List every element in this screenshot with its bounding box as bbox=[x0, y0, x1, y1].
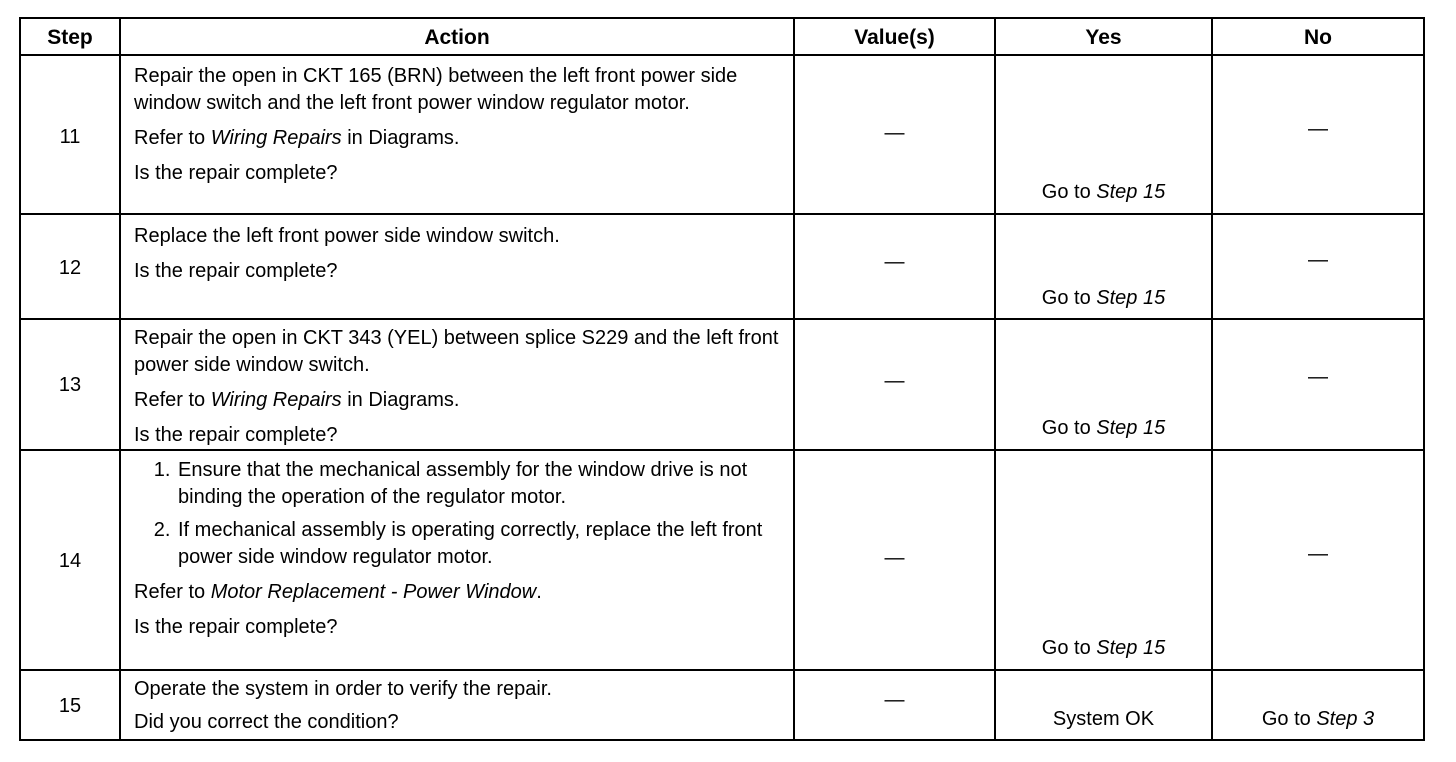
no-dash: — bbox=[1308, 543, 1328, 565]
yes-result: System OK bbox=[1052, 708, 1155, 730]
no-cell bbox=[1213, 320, 1423, 449]
table-row bbox=[21, 671, 1423, 739]
header-no: No bbox=[1304, 26, 1332, 49]
action-list bbox=[121, 457, 785, 571]
action-cell bbox=[121, 215, 795, 318]
header-step: Step bbox=[21, 19, 121, 54]
step-cell bbox=[21, 320, 121, 449]
no-cell bbox=[1213, 215, 1423, 318]
step-number: 13 bbox=[58, 374, 82, 396]
action-text: Repair the open in CKT 343 (YEL) between splice S229 and the left front power side window switch. bbox=[134, 327, 779, 376]
no-dash: — bbox=[1308, 366, 1328, 388]
yes-goto: Go to Step 15 bbox=[1041, 637, 1166, 659]
question-text: Is the repair complete? bbox=[134, 260, 338, 282]
no-dash: — bbox=[1308, 249, 1328, 271]
question-text: Did you correct the condition? bbox=[134, 711, 399, 733]
value-cell bbox=[795, 56, 996, 213]
action-text: Repair the open in CKT 165 (BRN) between the left front power side window switch and the left front power window regulator motor. bbox=[134, 65, 738, 114]
value-dash: — bbox=[884, 122, 905, 144]
step-number: 14 bbox=[58, 550, 82, 572]
value-dash: — bbox=[884, 689, 905, 711]
value-cell bbox=[795, 451, 996, 669]
value-cell bbox=[795, 671, 996, 739]
action-cell bbox=[121, 320, 795, 449]
yes-cell bbox=[996, 451, 1213, 669]
action-text: Operate the system in order to verify the repair. bbox=[134, 678, 552, 700]
no-cell bbox=[1213, 56, 1423, 213]
table-row bbox=[21, 56, 1423, 215]
value-dash: — bbox=[884, 251, 905, 273]
header-values: Value(s) bbox=[795, 19, 996, 54]
no-cell bbox=[1213, 671, 1423, 739]
step-cell bbox=[21, 671, 121, 739]
yes-goto: Go to Step 15 bbox=[1041, 287, 1166, 309]
value-cell bbox=[795, 215, 996, 318]
yes-cell bbox=[996, 56, 1213, 213]
header-yes: Yes bbox=[996, 19, 1213, 54]
refer-text: Refer to Wiring Repairs in Diagrams. bbox=[134, 127, 460, 149]
yes-goto: Go to Step 15 bbox=[1041, 417, 1166, 439]
question-text: Is the repair complete? bbox=[134, 162, 338, 184]
no-goto: Go to Step 3 bbox=[1261, 708, 1375, 730]
list-item: 1. Ensure that the mechanical assembly for the window drive is not binding the operation of the regulator motor. bbox=[176, 457, 785, 511]
question-text: Is the repair complete? bbox=[134, 424, 338, 446]
action-cell bbox=[121, 451, 795, 669]
diagnostic-table bbox=[19, 17, 1425, 741]
action-cell bbox=[121, 56, 795, 213]
step-cell bbox=[21, 56, 121, 213]
refer-text: Refer to Motor Replacement - Power Window. bbox=[134, 581, 542, 603]
yes-cell bbox=[996, 215, 1213, 318]
table-row bbox=[21, 320, 1423, 451]
yes-cell bbox=[996, 320, 1213, 449]
yes-cell bbox=[996, 671, 1213, 739]
no-cell bbox=[1213, 451, 1423, 669]
table-header-row bbox=[21, 19, 1423, 56]
value-dash: — bbox=[884, 370, 905, 392]
action-cell bbox=[121, 671, 795, 739]
step-number: 12 bbox=[58, 257, 82, 279]
no-dash: — bbox=[1308, 118, 1328, 140]
yes-goto: Go to Step 15 bbox=[1041, 181, 1166, 203]
step-number: 11 bbox=[59, 126, 81, 148]
refer-text: Refer to Wiring Repairs in Diagrams. bbox=[134, 389, 460, 411]
step-cell bbox=[21, 215, 121, 318]
table-row bbox=[21, 215, 1423, 320]
step-cell bbox=[21, 451, 121, 669]
question-text: Is the repair complete? bbox=[134, 616, 338, 638]
list-item: 2. If mechanical assembly is operating correctly, replace the left front power side window regulator motor. bbox=[176, 517, 785, 571]
header-action: Action bbox=[121, 19, 795, 54]
action-text: Replace the left front power side window switch. bbox=[134, 225, 560, 247]
value-dash: — bbox=[884, 547, 905, 569]
value-cell bbox=[795, 320, 996, 449]
step-number: 15 bbox=[58, 695, 82, 717]
table-row bbox=[21, 451, 1423, 671]
